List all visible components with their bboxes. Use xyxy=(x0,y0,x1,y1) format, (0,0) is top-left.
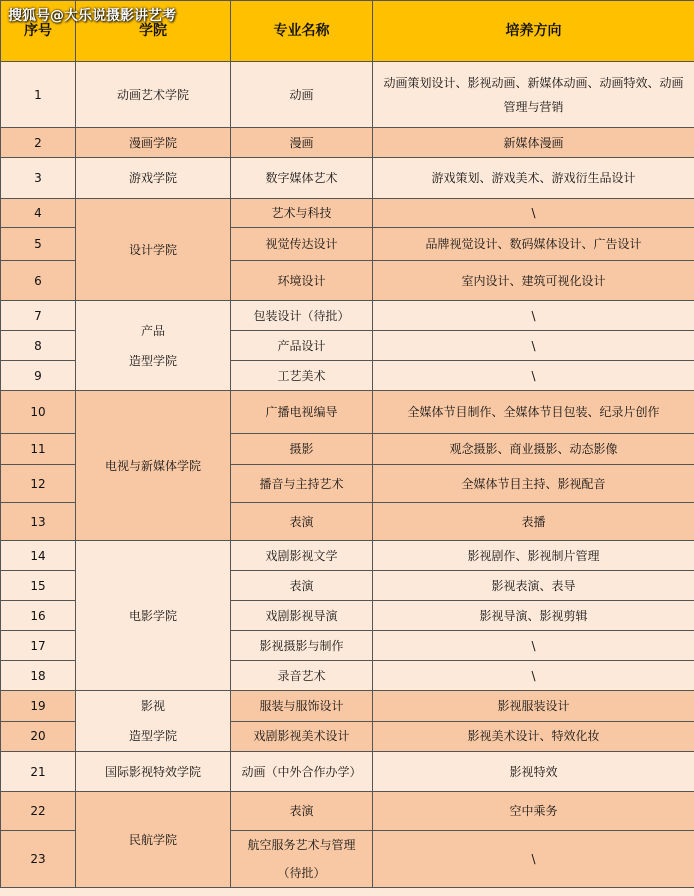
direction-cell: \ xyxy=(373,831,694,888)
college-cell: 民航学院 xyxy=(76,792,231,888)
direction-cell: 观念摄影、商业摄影、动态影像 xyxy=(373,434,694,465)
table-row xyxy=(1,199,694,228)
row-number: 23 xyxy=(1,831,76,888)
major-cell: 动画（中外合作办学） xyxy=(231,752,373,792)
header-college: 学院 xyxy=(76,1,231,62)
direction-cell: \ xyxy=(373,199,694,228)
row-number: 11 xyxy=(1,434,76,465)
major-cell: 表演 xyxy=(231,503,373,541)
row-number: 16 xyxy=(1,601,76,631)
direction-cell: 品牌视觉设计、数码媒体设计、广告设计 xyxy=(373,228,694,261)
college-cell: 漫画学院 xyxy=(76,128,231,158)
major-cell: 包装设计（待批） xyxy=(231,301,373,331)
major-cell: 戏剧影视导演 xyxy=(231,601,373,631)
college-cell: 国际影视特效学院 xyxy=(76,752,231,792)
direction-cell: 影视服装设计 xyxy=(373,691,694,722)
table-row xyxy=(1,128,694,158)
major-cell: 艺术与科技 xyxy=(231,199,373,228)
table-row xyxy=(1,391,694,434)
table-row xyxy=(1,301,694,331)
direction-cell: 空中乘务 xyxy=(373,792,694,831)
table-row xyxy=(1,541,694,571)
major-cell: 数字媒体艺术 xyxy=(231,158,373,199)
row-number: 14 xyxy=(1,541,76,571)
row-number: 3 xyxy=(1,158,76,199)
row-number: 22 xyxy=(1,792,76,831)
major-cell: 动画 xyxy=(231,62,373,128)
row-number: 19 xyxy=(1,691,76,722)
major-cell: 视觉传达设计 xyxy=(231,228,373,261)
direction-cell: 游戏策划、游戏美术、游戏衍生品设计 xyxy=(373,158,694,199)
major-cell: 环境设计 xyxy=(231,261,373,301)
college-cell: 电视与新媒体学院 xyxy=(76,391,231,541)
major-cell: 影视摄影与制作 xyxy=(231,631,373,661)
table-row xyxy=(1,158,694,199)
direction-cell: 影视美术设计、特效化妆 xyxy=(373,721,694,752)
major-cell: 广播电视编导 xyxy=(231,391,373,434)
row-number: 6 xyxy=(1,261,76,301)
row-number: 21 xyxy=(1,752,76,792)
header-direction: 培养方向 xyxy=(373,1,694,62)
college-cell: 产品 造型学院 xyxy=(76,301,231,391)
major-cell: 航空服务艺术与管理 （待批） xyxy=(231,831,373,888)
college-cell: 游戏学院 xyxy=(76,158,231,199)
row-number: 20 xyxy=(1,721,76,752)
direction-cell: 影视剧作、影视制片管理 xyxy=(373,541,694,571)
direction-cell: 影视特效 xyxy=(373,752,694,792)
major-cell: 产品设计 xyxy=(231,331,373,361)
major-cell: 戏剧影视美术设计 xyxy=(231,721,373,752)
row-number: 9 xyxy=(1,361,76,391)
direction-cell: 全媒体节目制作、全媒体节目包装、纪录片创作 xyxy=(373,391,694,434)
major-cell: 表演 xyxy=(231,792,373,831)
major-cell: 录音艺术 xyxy=(231,661,373,691)
row-number: 8 xyxy=(1,331,76,361)
direction-cell: 动画策划设计、影视动画、新媒体动画、动画特效、动画管理与营销 xyxy=(373,62,694,128)
row-number: 4 xyxy=(1,199,76,228)
direction-cell: \ xyxy=(373,361,694,391)
college-cell: 电影学院 xyxy=(76,541,231,691)
row-number: 12 xyxy=(1,465,76,503)
header-major: 专业名称 xyxy=(231,1,373,62)
major-cell: 表演 xyxy=(231,571,373,601)
direction-cell: \ xyxy=(373,631,694,661)
major-cell: 工艺美术 xyxy=(231,361,373,391)
direction-cell: 全媒体节目主持、影视配音 xyxy=(373,465,694,503)
table-row xyxy=(1,691,694,722)
direction-cell: 影视表演、表导 xyxy=(373,571,694,601)
college-cell: 设计学院 xyxy=(76,199,231,301)
major-cell: 戏剧影视文学 xyxy=(231,541,373,571)
header-no: 序号 xyxy=(1,1,76,62)
direction-cell: 影视导演、影视剪辑 xyxy=(373,601,694,631)
direction-cell: \ xyxy=(373,301,694,331)
major-cell: 摄影 xyxy=(231,434,373,465)
major-cell: 服装与服饰设计 xyxy=(231,691,373,722)
major-cell: 播音与主持艺术 xyxy=(231,465,373,503)
direction-cell: \ xyxy=(373,331,694,361)
college-cell: 动画艺术学院 xyxy=(76,62,231,128)
table-row xyxy=(1,62,694,128)
row-number: 10 xyxy=(1,391,76,434)
table-row xyxy=(1,752,694,792)
direction-cell: 表播 xyxy=(373,503,694,541)
major-cell: 漫画 xyxy=(231,128,373,158)
direction-cell: \ xyxy=(373,661,694,691)
watermark-text: 搜狐号@大乐说摄影讲艺考 xyxy=(8,8,176,24)
direction-cell: 室内设计、建筑可视化设计 xyxy=(373,261,694,301)
row-number: 7 xyxy=(1,301,76,331)
row-number: 13 xyxy=(1,503,76,541)
row-number: 15 xyxy=(1,571,76,601)
table-row xyxy=(1,792,694,831)
row-number: 1 xyxy=(1,62,76,128)
college-cell: 影视 造型学院 xyxy=(76,691,231,752)
row-number: 5 xyxy=(1,228,76,261)
row-number: 2 xyxy=(1,128,76,158)
direction-cell: 新媒体漫画 xyxy=(373,128,694,158)
row-number: 17 xyxy=(1,631,76,661)
row-number: 18 xyxy=(1,661,76,691)
